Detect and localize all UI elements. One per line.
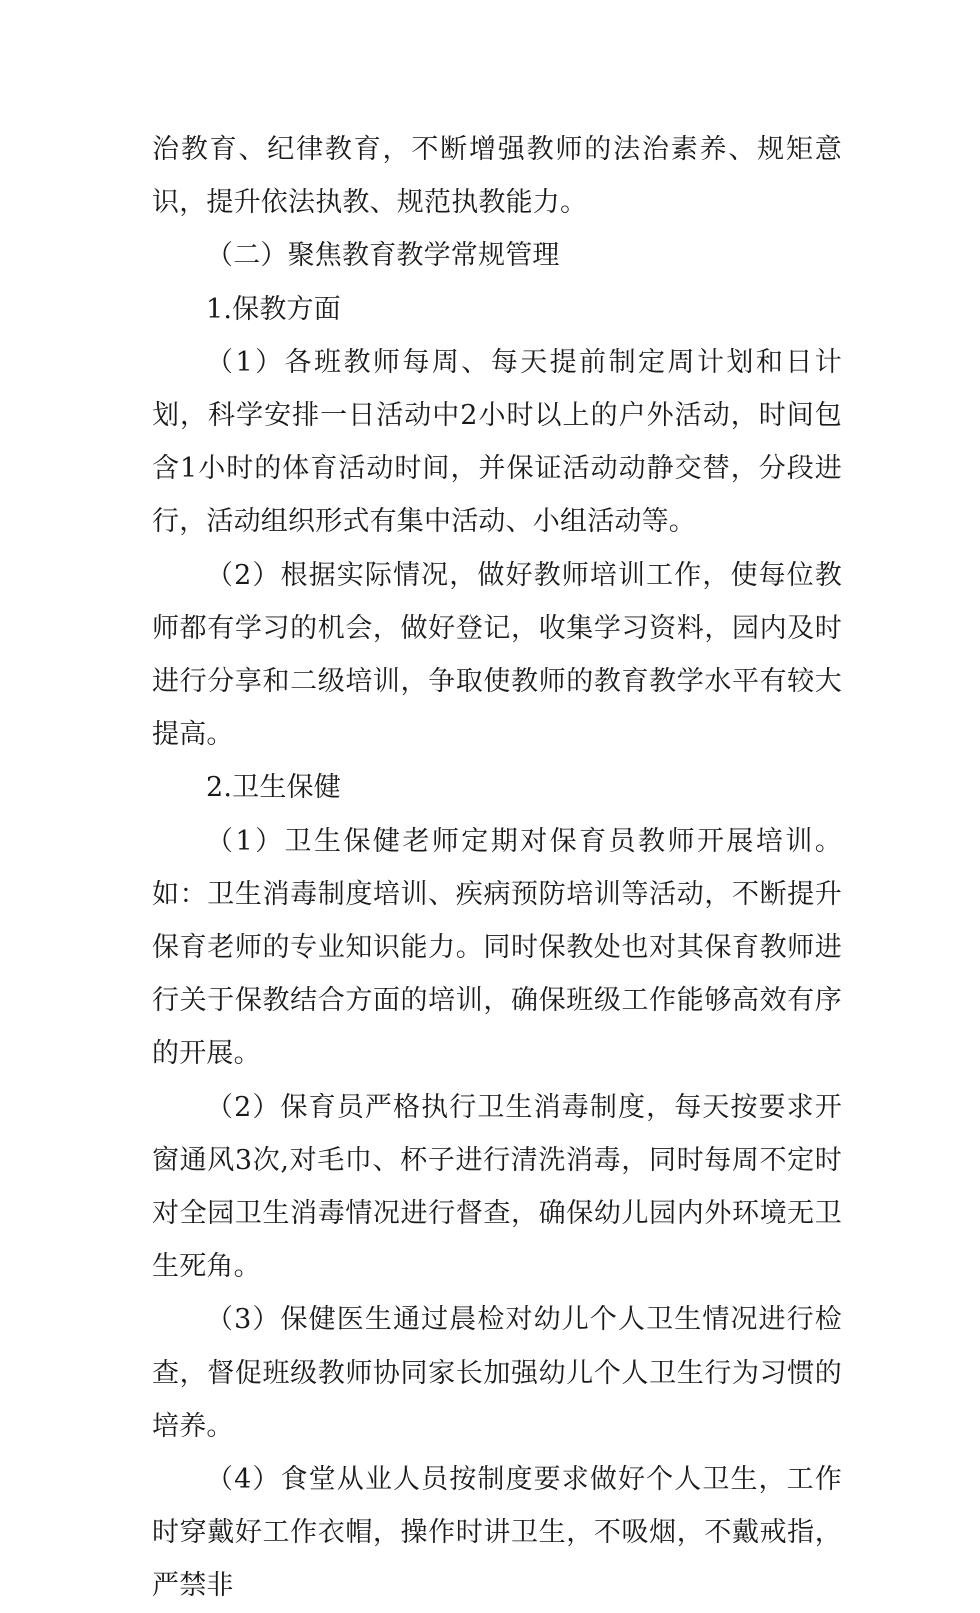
paragraph-baojiao-1: （1）各班教师每周、每天提前制定周计划和日计划，科学安排一日活动中2小时以上的户外活动，时间包含1小时的体育活动时间，并保证活动动静交替，分段进行，活动组织形式有集中活动、小组活动等。: [152, 346, 842, 538]
subsection-heading-weisheng: 2.卫生保健: [206, 772, 341, 804]
paragraph-continuation: 治教育、纪律教育，不断增强教师的法治素养、规矩意识，提升依法执教、规范执教能力。: [152, 134, 842, 219]
paragraph-baojiao-2: （2）根据实际情况，做好教师培训工作，使每位教师都有学习的机会，做好登记，收集学习资料，园内及时进行分享和二级培训，争取使教师的教育教学水平有较大提高。: [152, 559, 842, 751]
paragraph-weisheng-1: （1）卫生保健老师定期对保育员教师开展培训。如：卫生消毒制度培训、疾病预防培训等活动，不断提升保育老师的专业知识能力。同时保教处也对其保育教师进行关于保教结合方面的培训，确保班级工作能够高效有序的开展。: [152, 825, 842, 1070]
paragraph-weisheng-3: （3）保健医生通过晨检对幼儿个人卫生情况进行检查，督促班级教师协同家长加强幼儿个人卫生行为习惯的培养。: [152, 1304, 842, 1442]
section-heading-2: （二）聚焦教育教学常规管理: [206, 240, 560, 272]
paragraph-weisheng-4: （4）食堂从业人员按制度要求做好个人卫生，工作时穿戴好工作衣帽，操作时讲卫生，不吸烟，不戴戒指，严禁非: [152, 1464, 842, 1602]
paragraph-weisheng-2: （2）保育员严格执行卫生消毒制度，每天按要求开窗通风3次,对毛巾、杯子进行清洗消毒，同时每周不定时对全园卫生消毒情况进行督查，确保幼儿园内外环境无卫生死角。: [152, 1091, 842, 1283]
document-body: [152, 123, 842, 1613]
subsection-heading-baojiao: 1.保教方面: [206, 293, 341, 325]
